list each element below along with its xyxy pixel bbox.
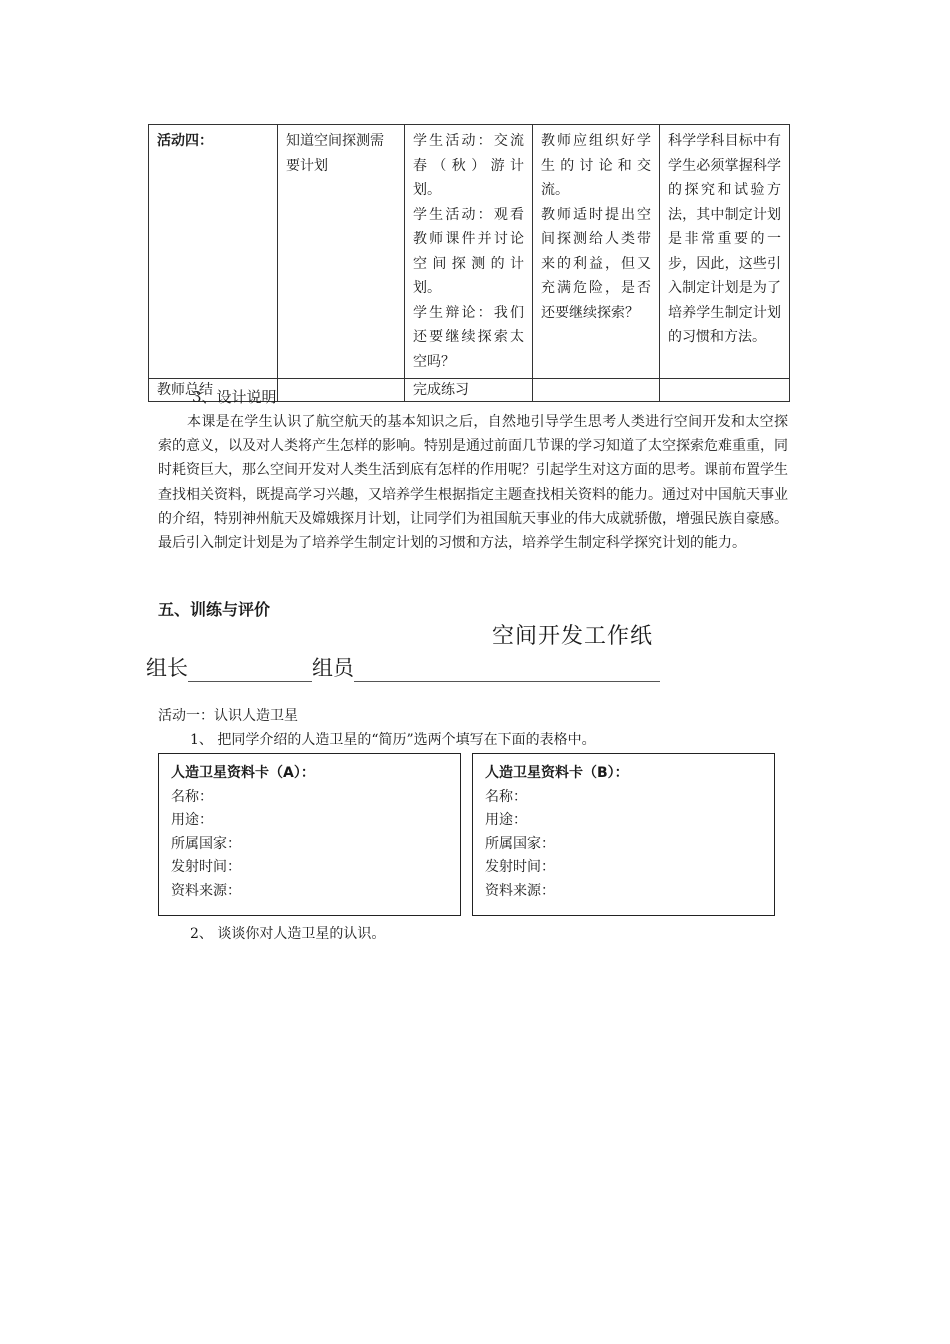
design-intent-text: 科学学科目标中有学生必须掌握科学的探究和试验方法，其中制定计划是非常重要的一步，因此，这些引入制定计划是为了培养学生制定计划的习惯和方法。 <box>668 133 781 345</box>
goal-text: 知道空间探测需要计划 <box>286 133 384 174</box>
satellite-card-a <box>158 753 461 916</box>
card-field-country: 所属国家： <box>485 835 555 852</box>
student-activity-cell <box>405 125 533 379</box>
card-field-name: 名称： <box>485 788 527 805</box>
card-field-use: 用途： <box>171 812 213 828</box>
card-title: 人造卫星资料卡（A）： <box>171 765 315 781</box>
section-heading: 五、训练与评价 <box>158 600 271 619</box>
summary-empty-cell <box>533 379 660 402</box>
summary-empty-cell <box>278 379 405 402</box>
step-one-text: 1、 把同学介绍的人造卫星的“简历”选两个填写在下面的表格中。 <box>190 732 596 748</box>
teacher-activity-cell <box>533 125 660 379</box>
leader-label: 组长 <box>146 656 188 680</box>
worksheet-title: 空间开发工作纸 <box>492 624 654 649</box>
design-note-paragraph: 本课是在学生认识了航空航天的基本知识之后，自然地引导学生思考人类进行空间开发和太空探索的意义，以及对人类将产生怎样的影响。特别是通过前面几节课的学习知道了太空探索危难重重，同时耗资巨大，那么空间开发对人类生活到底有怎样的作用呢？引起学生对这方面的思考。课前布置学生查找相关资料，既提高学习兴趣，又培养学生根据指定主题查找相关资料的能力。通过对中国航天事业的介绍，特别神州航天及嫦娥探月计划，让同学们为祖国航天事业的伟大成就骄傲，增强民族自豪感。最后引入制定计划是为了培养学生制定计划的习惯和方法，培养学生制定科学探究计划的能力。 <box>158 414 788 552</box>
goal-cell <box>278 125 405 379</box>
summary-empty-cell <box>660 379 790 402</box>
activity-cell <box>149 125 278 379</box>
design-intent-cell <box>660 125 790 379</box>
leader-blank[interactable] <box>188 657 312 682</box>
card-field-launch-time: 发射时间： <box>171 859 241 875</box>
card-field-use: 用途： <box>485 812 527 828</box>
lesson-plan-table <box>148 124 790 402</box>
student-activity-1: 学生活动：交流春（秋）游计划。 <box>413 133 524 198</box>
summary-label-cell: 教师总结 <box>149 379 278 402</box>
card-field-source: 资料来源： <box>171 882 241 899</box>
card-field-country: 所属国家： <box>171 835 241 852</box>
group-line <box>146 652 660 682</box>
design-note-label: 3、设计说明 <box>192 388 277 406</box>
teacher-activity-2: 教师适时提出空间探测给人类带来的利益，但又充满危险，是否还要继续探索？ <box>541 206 651 321</box>
card-field-source: 资料来源： <box>485 882 555 899</box>
member-label: 组员 <box>312 656 354 680</box>
card-field-launch-time: 发射时间： <box>485 859 555 875</box>
activity-label: 活动四： <box>157 133 213 149</box>
card-title: 人造卫星资料卡（B）： <box>485 765 629 781</box>
student-activity-2: 学生活动：观看教师课件并讨论空间探测的计划。 <box>413 206 524 296</box>
summary-task-cell: 完成练习 <box>405 379 533 402</box>
activity-one-label: 活动一：认识人造卫星 <box>158 708 298 724</box>
table-row <box>149 125 790 379</box>
step-two-text: 2、 谈谈你对人造卫星的认识。 <box>190 926 386 942</box>
satellite-card-b <box>472 753 775 916</box>
member-blank[interactable] <box>354 657 660 682</box>
card-field-name: 名称： <box>171 788 213 805</box>
student-activity-3: 学生辩论：我们还要继续探索太空吗？ <box>413 304 524 370</box>
teacher-activity-1: 教师应组织好学生的讨论和交流。 <box>541 133 651 198</box>
